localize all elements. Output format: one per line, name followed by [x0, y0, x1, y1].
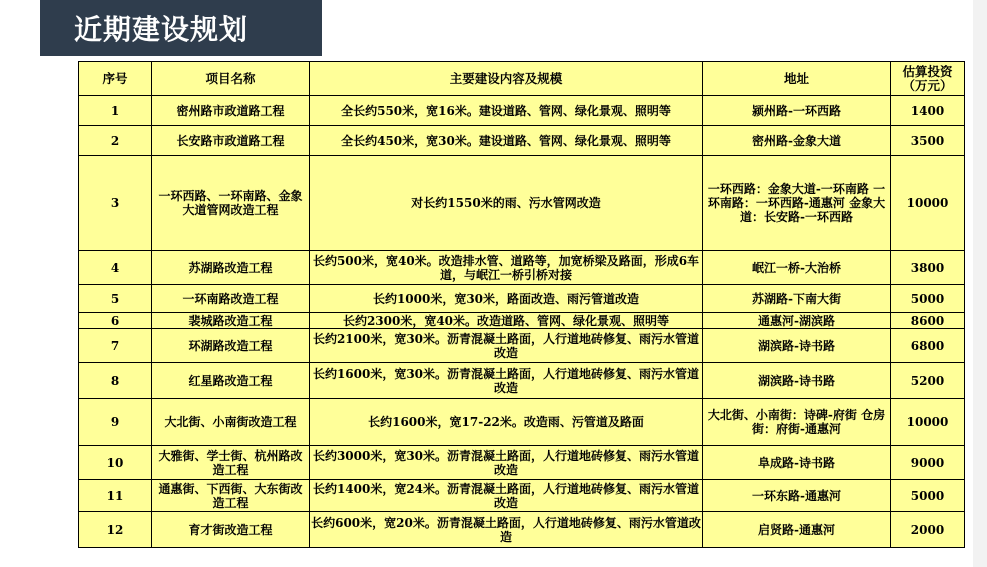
- cell-address: 阜成路-诗书路: [703, 446, 891, 480]
- cell-address: 一环东路-通惠河: [703, 480, 891, 512]
- table-row: [79, 329, 965, 363]
- cell-seq: 5: [79, 285, 152, 313]
- cell-investment: 8600: [891, 313, 965, 329]
- cell-seq: 8: [79, 363, 152, 399]
- cell-investment: 9000: [891, 446, 965, 480]
- cell-seq: 2: [79, 126, 152, 156]
- cell-content: 长约2100米，宽30米。沥青混凝土路面，人行道地砖修复、雨污水管道改造: [310, 329, 703, 363]
- table-row: [79, 126, 965, 156]
- cell-investment: 3500: [891, 126, 965, 156]
- header-address: 地址: [703, 62, 891, 96]
- cell-address: 湖滨路-诗书路: [703, 329, 891, 363]
- cell-investment: 2000: [891, 512, 965, 548]
- cell-name: 密州路市政道路工程: [152, 96, 310, 126]
- cell-investment: 3800: [891, 251, 965, 285]
- cell-seq: 6: [79, 313, 152, 329]
- table-row: [79, 512, 965, 548]
- header-investment: 估算投资（万元）: [891, 62, 965, 96]
- cell-name: 苏湖路改造工程: [152, 251, 310, 285]
- cell-name: 大北街、小南街改造工程: [152, 399, 310, 446]
- cell-seq: 7: [79, 329, 152, 363]
- cell-address: 颍州路-一环西路: [703, 96, 891, 126]
- header-name: 项目名称: [152, 62, 310, 96]
- cell-name: 裴城路改造工程: [152, 313, 310, 329]
- cell-content: 长约1600米，宽17-22米。改造雨、污管道及路面: [310, 399, 703, 446]
- header-seq: 序号: [79, 62, 152, 96]
- cell-address: 湖滨路-诗书路: [703, 363, 891, 399]
- cell-seq: 12: [79, 512, 152, 548]
- cell-name: 红星路改造工程: [152, 363, 310, 399]
- cell-name: 一环西路、一环南路、金象大道管网改造工程: [152, 156, 310, 251]
- table-row: [79, 96, 965, 126]
- table-row: [79, 313, 965, 329]
- cell-name: 一环南路改造工程: [152, 285, 310, 313]
- cell-investment: 5200: [891, 363, 965, 399]
- cell-investment: 5000: [891, 480, 965, 512]
- cell-seq: 11: [79, 480, 152, 512]
- cell-investment: 10000: [891, 399, 965, 446]
- cell-name: 通惠街、下西街、大东街改造工程: [152, 480, 310, 512]
- cell-investment: 6800: [891, 329, 965, 363]
- cell-content: 全长约450米，宽30米。建设道路、管网、绿化景观、照明等: [310, 126, 703, 156]
- table-row: [79, 251, 965, 285]
- cell-investment: 5000: [891, 285, 965, 313]
- cell-address: 大北街、小南街：诗碑-府街 仓房街：府街-通惠河: [703, 399, 891, 446]
- table-row: [79, 480, 965, 512]
- cell-seq: 9: [79, 399, 152, 446]
- cell-seq: 4: [79, 251, 152, 285]
- cell-content: 长约1600米，宽30米。沥青混凝土路面，人行道地砖修复、雨污水管道改造: [310, 363, 703, 399]
- cell-content: 长约3000米，宽30米。沥青混凝土路面，人行道地砖修复、雨污水管道改造: [310, 446, 703, 480]
- header-content: 主要建设内容及规模: [310, 62, 703, 96]
- cell-name: 环湖路改造工程: [152, 329, 310, 363]
- cell-seq: 3: [79, 156, 152, 251]
- cell-address: 一环西路：金象大道-一环南路 一环南路：一环西路-通惠河 金象大道：长安路-一环西路: [703, 156, 891, 251]
- title-banner: [40, 0, 322, 56]
- table-row: [79, 285, 965, 313]
- cell-content: 长约1000米，宽30米，路面改造、雨污管道改造: [310, 285, 703, 313]
- cell-content: 对长约1550米的雨、污水管网改造: [310, 156, 703, 251]
- cell-address: 岷江一桥-大治桥: [703, 251, 891, 285]
- cell-name: 长安路市政道路工程: [152, 126, 310, 156]
- cell-seq: 1: [79, 96, 152, 126]
- cell-investment: 10000: [891, 156, 965, 251]
- cell-investment: 1400: [891, 96, 965, 126]
- cell-seq: 10: [79, 446, 152, 480]
- cell-content: 全长约550米，宽16米。建设道路、管网、绿化景观、照明等: [310, 96, 703, 126]
- cell-address: 苏湖路-下南大街: [703, 285, 891, 313]
- cell-content: 长约500米，宽40米。改造排水管、道路等，加宽桥梁及路面，形成6车道，与岷江一桥引桥对接: [310, 251, 703, 285]
- table-row: [79, 156, 965, 251]
- cell-content: 长约600米，宽20米。沥青混凝土路面，人行道地砖修复、雨污水管道改造: [310, 512, 703, 548]
- cell-name: 育才街改造工程: [152, 512, 310, 548]
- table-row: [79, 446, 965, 480]
- cell-address: 密州路-金象大道: [703, 126, 891, 156]
- cell-address: 通惠河-湖滨路: [703, 313, 891, 329]
- cell-content: 长约2300米，宽40米。改造道路、管网、绿化景观、照明等: [310, 313, 703, 329]
- table-row: [79, 399, 965, 446]
- table-row: [79, 363, 965, 399]
- page-title: 近期建设规划: [74, 13, 249, 46]
- construction-plan-table: [78, 61, 965, 548]
- table-header-row: [79, 62, 965, 96]
- cell-address: 启贤路-通惠河: [703, 512, 891, 548]
- page-edge: [973, 0, 987, 567]
- cell-content: 长约1400米，宽24米。沥青混凝土路面，人行道地砖修复、雨污水管道改造: [310, 480, 703, 512]
- cell-name: 大雅街、学士街、杭州路改造工程: [152, 446, 310, 480]
